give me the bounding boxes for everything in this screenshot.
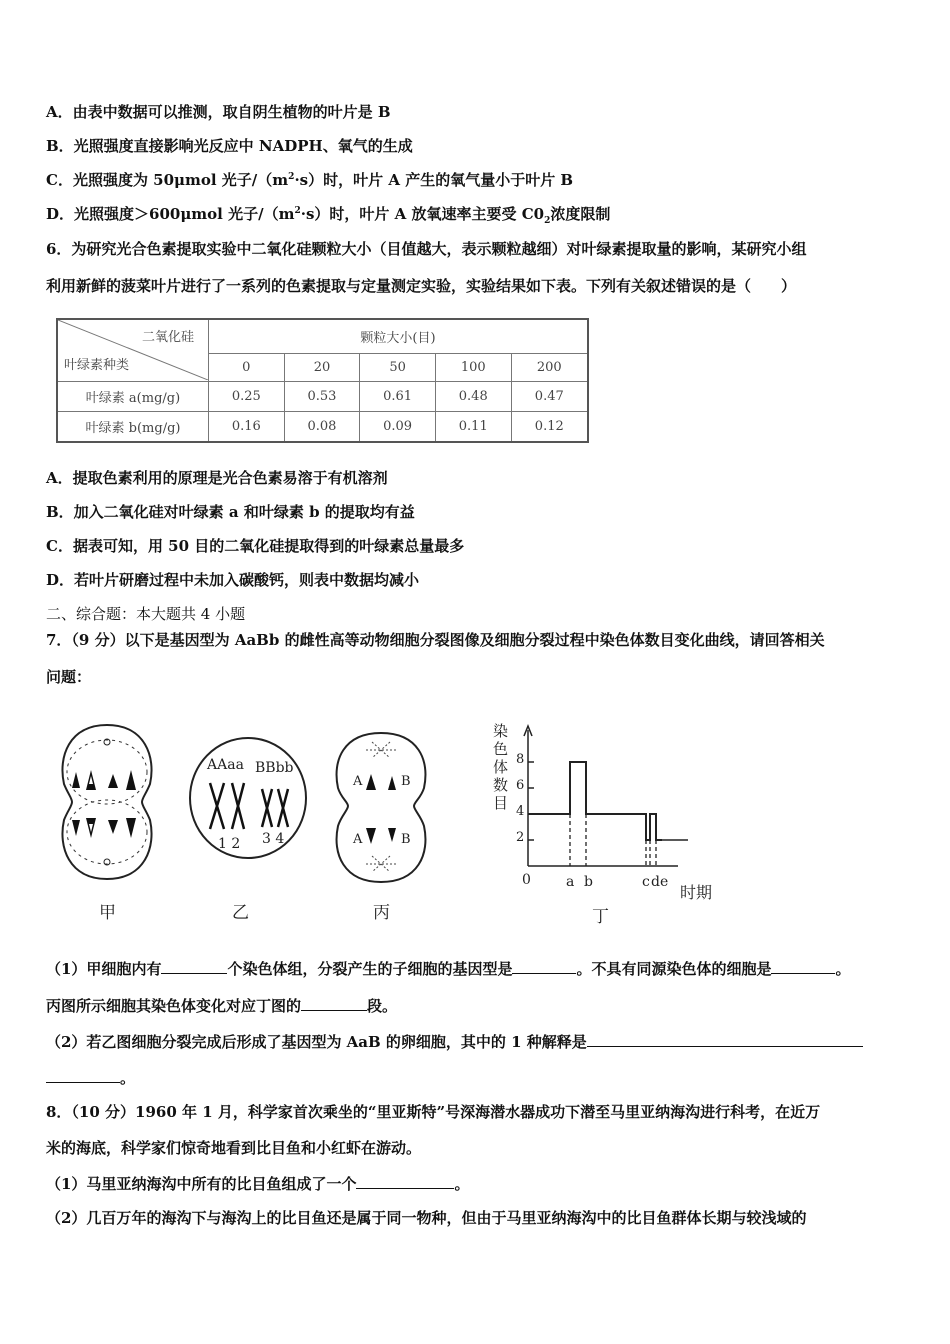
q5-option-b: B．光照强度直接影响光反应中 NADPH、氧气的生成: [46, 137, 413, 155]
answer-blank[interactable]: [301, 995, 367, 1011]
q5-option-a: A．由表中数据可以推测，取自阴生植物的叶片是 B: [46, 103, 391, 121]
q8-stem-line1: 8．（10 分）1960 年 1 月，科学家首次乘坐的“里亚斯特”号深海潜水器成功下潜至马里亚纳海沟进行科考，在近万: [46, 1103, 821, 1121]
answer-blank[interactable]: [771, 958, 835, 974]
answer-blank[interactable]: [356, 1173, 454, 1189]
yi-label-left: AAaa: [207, 757, 244, 773]
graph-y-title: 染色体数目: [493, 722, 509, 812]
bing-label-top-b: B: [401, 774, 411, 789]
column-header: 50: [360, 353, 436, 381]
table-row: [57, 381, 588, 411]
x-tick-c: c: [642, 874, 650, 890]
answer-blank[interactable]: [587, 1031, 863, 1047]
y-tick-2: 2: [516, 830, 525, 845]
chromosome-curve: [528, 762, 662, 840]
y-tick-4: 4: [516, 804, 525, 819]
q7-sub1-line2: 丙图所示细胞其染色体变化对应丁图的 段。: [46, 997, 398, 1015]
table-cell: 0.11: [435, 411, 511, 442]
table-cell: 0.25: [209, 381, 285, 411]
caption-jia: 甲: [99, 903, 116, 923]
table-cell: 0.16: [209, 411, 285, 442]
x-tick-a: a: [566, 874, 575, 890]
table-cell: 0.53: [284, 381, 360, 411]
column-header: 20: [284, 353, 360, 381]
q7-sub2-line1: （2）若乙图细胞分裂完成后形成了基因型为 AaB 的卵细胞，其中的 1 种解释是: [46, 1031, 863, 1052]
q6-option-d: D．若叶片研磨过程中未加入碳酸钙，则表中数据均减小: [46, 571, 420, 589]
caption-ding: 丁: [592, 907, 609, 927]
bing-label-bot-b: B: [401, 832, 411, 847]
answer-blank[interactable]: [46, 1067, 120, 1083]
table-cell: 0.08: [284, 411, 360, 442]
q6-option-b: B．加入二氧化硅对叶绿素 a 和叶绿素 b 的提取均有益: [46, 503, 415, 521]
graph-x-title: 时期: [680, 883, 713, 902]
corner-top-label: 二氧化硅: [141, 330, 194, 345]
bing-label-bot-a: A: [353, 832, 363, 847]
table-cell: 0.12: [511, 411, 588, 442]
x-tick-b: b: [584, 874, 593, 890]
table-cell: 0.48: [435, 381, 511, 411]
yi-label-right: BBbb: [255, 760, 294, 776]
q7-sub1-line1: （1）甲细胞内有 个染色体组，分裂产生的子细胞的基因型是 。不具有同源染色体的细胞是 。: [46, 960, 851, 978]
q7-stem-line2: 问题：: [46, 668, 92, 686]
cell-yi-figure: [186, 733, 310, 863]
q6-option-a: A．提取色素利用的原理是光合色素易溶于有机溶剂: [46, 469, 388, 487]
table-cell: 0.09: [360, 411, 436, 442]
group-header: 颗粒大小(目): [209, 319, 589, 353]
caption-bing: 丙: [373, 903, 390, 923]
row-label: 叶绿素 a(mg/g): [57, 381, 209, 411]
column-header: 100: [435, 353, 511, 381]
origin-label: 0: [522, 872, 531, 888]
table-corner-cell: [57, 319, 209, 381]
q5-option-d: D．光照强度＞600μmol 光子$/(m^2\cdot s)$时，叶片 A 放氧速率主要受 $C0_2$浓度限制: [46, 205, 611, 226]
q8-stem-line2: 米的海底，科学家们惊奇地看到比目鱼和小红虾在游动。: [46, 1139, 422, 1157]
answer-blank[interactable]: [512, 958, 576, 974]
table-row: [57, 411, 588, 442]
x-tick-e: e: [660, 874, 669, 890]
q6-stem-line2: 利用新鲜的菠菜叶片进行了一系列的色素提取与定量测定实验，实验结果如下表。下列有关叙述错误的是（ ）: [46, 277, 797, 295]
y-tick-8: 8: [516, 752, 525, 767]
table-cell: 0.47: [511, 381, 588, 411]
column-header: 0: [209, 353, 285, 381]
q8-sub2: （2）几百万年的海沟下与海沟上的比目鱼还是属于同一物种，但由于马里亚纳海沟中的比目鱼群体长期与较浅域的: [46, 1209, 807, 1227]
y-tick-6: 6: [516, 778, 525, 793]
corner-bottom-label: 叶绿素种类: [64, 357, 130, 373]
yi-nums-left: 1 2: [218, 836, 241, 852]
cell-bing-figure: [326, 730, 436, 885]
x-tick-d: d: [651, 874, 660, 890]
q7-stem-line1: 7．（9 分）以下是基因型为 AaBb 的雌性高等动物细胞分裂图像及细胞分裂过程中染色体数目变化曲线，请回答相关: [46, 631, 825, 649]
section-heading: 二、综合题：本大题共 4 小题: [46, 605, 246, 623]
yi-nums-right: 3 4: [262, 831, 285, 847]
bing-label-top-a: A: [353, 774, 363, 789]
q8-sub1: （1）马里亚纳海沟中所有的比目鱼组成了一个 。: [46, 1175, 470, 1193]
row-label: 叶绿素 b(mg/g): [57, 411, 209, 442]
q6-stem-line1: 6．为研究光合色素提取实验中二氧化硅颗粒大小（目值越大，表示颗粒越细）对叶绿素提取量的影响，某研究小组: [46, 240, 807, 258]
caption-yi: 乙: [232, 903, 249, 923]
answer-blank[interactable]: [161, 958, 227, 974]
q6-option-c: C．据表可知，用 50 目的二氧化硅提取得到的叶绿素总量最多: [46, 537, 465, 555]
cell-jia-figure: [50, 722, 165, 882]
q7-sub2-line2: 。: [46, 1067, 135, 1088]
table-cell: 0.61: [360, 381, 436, 411]
pigment-table: [56, 318, 589, 443]
column-header: 200: [511, 353, 588, 381]
q5-option-c: C．光照强度为 50μmol 光子$/(m^2\cdot s)$时，叶片 A 产生的氧气量小于叶片 B: [46, 171, 574, 189]
